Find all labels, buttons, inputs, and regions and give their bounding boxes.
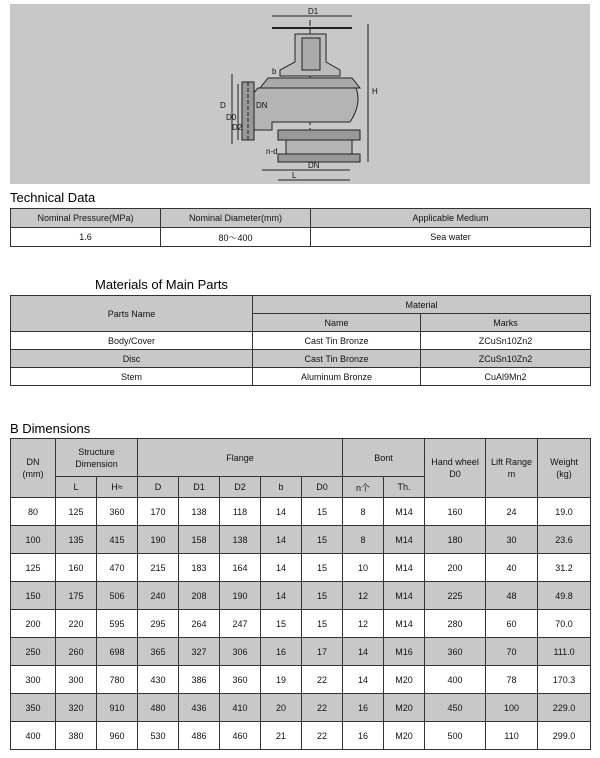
table-cell: 300 [56, 666, 97, 694]
header-dn [11, 439, 56, 498]
table-cell: 14 [261, 582, 302, 610]
table-cell: 49.8 [538, 582, 591, 610]
table-cell: 15 [302, 526, 343, 554]
table-cell: 183 [179, 554, 220, 582]
table-cell: Cast Tin Bronze [253, 350, 421, 368]
table-cell: 200 [425, 554, 486, 582]
table-cell: 506 [97, 582, 138, 610]
table-cell: 164 [220, 554, 261, 582]
table-cell: 8 [343, 526, 384, 554]
table-cell: 250 [11, 638, 56, 666]
table-cell: 118 [220, 498, 261, 526]
table-cell: 480 [138, 694, 179, 722]
table-cell: 215 [138, 554, 179, 582]
table-header-cell: Name [253, 314, 421, 332]
table-cell: Stem [11, 368, 253, 386]
label-d: D [220, 101, 226, 110]
table-cell: 14 [261, 554, 302, 582]
table-cell: 1.6 [11, 228, 161, 247]
header-structure: Structure Dimension [56, 439, 138, 477]
table-cell: 15 [261, 610, 302, 638]
table-cell: 175 [56, 582, 97, 610]
table-cell: 15 [302, 554, 343, 582]
table-cell: 299.0 [538, 722, 591, 750]
table-cell: 138 [220, 526, 261, 554]
table-cell: 208 [179, 582, 220, 610]
table-cell: 225 [425, 582, 486, 610]
table-row [11, 332, 591, 350]
table-header-cell: Nominal Pressure(MPa) [11, 209, 161, 228]
table-cell: 295 [138, 610, 179, 638]
table-cell: 30 [486, 526, 538, 554]
table-cell: 436 [179, 694, 220, 722]
table-cell: 698 [97, 638, 138, 666]
table-cell: 14 [261, 526, 302, 554]
table-row [11, 439, 591, 477]
table-row [11, 228, 591, 247]
table-cell: 15 [302, 498, 343, 526]
subheader-cell: D1 [179, 477, 220, 498]
valve-drawing [10, 4, 590, 184]
table-cell: CuAl9Mn2 [421, 368, 591, 386]
table-cell: 247 [220, 610, 261, 638]
label-b: b [272, 67, 277, 76]
subheader-cell: H≈ [97, 477, 138, 498]
table-cell: 8 [343, 498, 384, 526]
header-dn-label: DN (mm) [22, 457, 44, 479]
table-cell: 111.0 [538, 638, 591, 666]
table-row [11, 350, 591, 368]
table-cell: 16 [261, 638, 302, 666]
label-d1: D1 [308, 7, 319, 16]
table-cell: 400 [11, 722, 56, 750]
table-row [11, 666, 591, 694]
table-cell: M20 [384, 694, 425, 722]
label-nd: n-d [266, 147, 278, 156]
subheader-cell: b [261, 477, 302, 498]
dimensions-body [11, 498, 591, 750]
table-cell: 229.0 [538, 694, 591, 722]
table-cell: 170.3 [538, 666, 591, 694]
table-cell: M16 [384, 638, 425, 666]
table-cell: 410 [220, 694, 261, 722]
table-cell: 10 [343, 554, 384, 582]
valve-cross-section [10, 4, 590, 184]
table-cell: 360 [97, 498, 138, 526]
materials-table [10, 295, 591, 386]
table-cell: 220 [56, 610, 97, 638]
table-header-cell: Material [253, 296, 591, 314]
table-cell: 350 [11, 694, 56, 722]
table-cell: 16 [343, 694, 384, 722]
table-cell: 158 [179, 526, 220, 554]
table-cell: 190 [138, 526, 179, 554]
table-cell: 320 [56, 694, 97, 722]
label-h: H [372, 87, 378, 96]
table-cell: 23.6 [538, 526, 591, 554]
table-cell: Sea water [311, 228, 591, 247]
table-cell: 910 [97, 694, 138, 722]
table-cell: 180 [425, 526, 486, 554]
dimensions-title: B Dimensions [10, 421, 91, 436]
subheader-cell: L [56, 477, 97, 498]
table-cell: 31.2 [538, 554, 591, 582]
table-cell: 48 [486, 582, 538, 610]
table-cell: 595 [97, 610, 138, 638]
table-cell: 14 [343, 638, 384, 666]
table-cell: 70.0 [538, 610, 591, 638]
table-cell: 24 [486, 498, 538, 526]
table-cell: 125 [56, 498, 97, 526]
label-d0: D0 [226, 113, 237, 122]
materials-title: Materials of Main Parts [95, 277, 228, 292]
table-cell: 170 [138, 498, 179, 526]
table-cell: 125 [11, 554, 56, 582]
table-cell: 530 [138, 722, 179, 750]
table-cell: 450 [425, 694, 486, 722]
table-cell: 60 [486, 610, 538, 638]
table-cell: 360 [425, 638, 486, 666]
subheader-cell: D2 [220, 477, 261, 498]
table-cell: 135 [56, 526, 97, 554]
table-cell: 415 [97, 526, 138, 554]
header-handwheel-label: Hand wheel D0 [431, 457, 479, 479]
table-cell: 260 [56, 638, 97, 666]
table-cell: 15 [302, 610, 343, 638]
table-cell: 22 [302, 722, 343, 750]
label-l: L [292, 171, 297, 180]
table-cell: 19 [261, 666, 302, 694]
table-cell: 780 [97, 666, 138, 694]
table-cell: 19.0 [538, 498, 591, 526]
table-cell: 138 [179, 498, 220, 526]
table-cell: 100 [11, 526, 56, 554]
table-cell: 20 [261, 694, 302, 722]
table-cell: M14 [384, 498, 425, 526]
table-cell: 80～400 [161, 228, 311, 247]
table-cell: 460 [220, 722, 261, 750]
subheader-cell: D [138, 477, 179, 498]
table-cell: M14 [384, 554, 425, 582]
table-cell: 110 [486, 722, 538, 750]
table-cell: ZCuSn10Zn2 [421, 350, 591, 368]
table-cell: ZCuSn10Zn2 [421, 332, 591, 350]
header-weight [538, 439, 591, 498]
technical-data-title: Technical Data [10, 190, 96, 205]
table-cell: M14 [384, 610, 425, 638]
table-cell: 300 [11, 666, 56, 694]
table-cell: 160 [425, 498, 486, 526]
table-row [11, 694, 591, 722]
table-cell: 160 [56, 554, 97, 582]
header-handwheel [425, 439, 486, 498]
table-cell: 500 [425, 722, 486, 750]
table-cell: Aluminum Bronze [253, 368, 421, 386]
table-header-cell: Nominal Diameter(mm) [161, 209, 311, 228]
table-cell: 200 [11, 610, 56, 638]
header-weight-label: Weight (kg) [550, 457, 578, 479]
table-cell: 14 [343, 666, 384, 694]
table-cell: 70 [486, 638, 538, 666]
table-header-cell: Marks [421, 314, 591, 332]
table-cell: 100 [486, 694, 538, 722]
table-row [11, 610, 591, 638]
header-flange: Flange [138, 439, 343, 477]
table-cell: 430 [138, 666, 179, 694]
table-cell: 380 [56, 722, 97, 750]
table-row [11, 296, 591, 314]
technical-data-table [10, 208, 591, 247]
label-dn-bottom: DN [308, 161, 320, 170]
table-cell: M20 [384, 722, 425, 750]
table-cell: 240 [138, 582, 179, 610]
table-cell: Disc [11, 350, 253, 368]
table-cell: 17 [302, 638, 343, 666]
table-cell: 21 [261, 722, 302, 750]
table-cell: 22 [302, 694, 343, 722]
table-cell: 16 [343, 722, 384, 750]
table-cell: Cast Tin Bronze [253, 332, 421, 350]
table-row [11, 582, 591, 610]
table-cell: M14 [384, 582, 425, 610]
label-d2: D2 [232, 123, 243, 132]
table-header-cell: Parts Name [11, 296, 253, 332]
table-cell: 190 [220, 582, 261, 610]
table-row [11, 638, 591, 666]
dimensions-table [10, 438, 591, 750]
table-header-cell: Applicable Medium [311, 209, 591, 228]
table-cell: M20 [384, 666, 425, 694]
table-cell: 365 [138, 638, 179, 666]
table-cell: 400 [425, 666, 486, 694]
label-dn-left: DN [256, 101, 268, 110]
table-cell: 12 [343, 610, 384, 638]
table-cell: 360 [220, 666, 261, 694]
subheader-cell: Th. [384, 477, 425, 498]
table-cell: 470 [97, 554, 138, 582]
table-row [11, 209, 591, 228]
header-lift-label: Lift Range m [491, 457, 533, 479]
table-cell: 80 [11, 498, 56, 526]
header-lift [486, 439, 538, 498]
table-cell: 14 [261, 498, 302, 526]
table-cell: 264 [179, 610, 220, 638]
table-cell: 486 [179, 722, 220, 750]
table-row [11, 554, 591, 582]
table-row [11, 526, 591, 554]
table-cell: 280 [425, 610, 486, 638]
table-row [11, 498, 591, 526]
table-cell: 960 [97, 722, 138, 750]
table-cell: 327 [179, 638, 220, 666]
table-cell: 40 [486, 554, 538, 582]
header-bont: Bont [343, 439, 425, 477]
table-cell: 22 [302, 666, 343, 694]
subheader-cell: D0 [302, 477, 343, 498]
table-cell: M14 [384, 526, 425, 554]
table-row [11, 722, 591, 750]
table-row [11, 368, 591, 386]
table-cell: 78 [486, 666, 538, 694]
table-cell: 150 [11, 582, 56, 610]
table-cell: 386 [179, 666, 220, 694]
table-cell: 15 [302, 582, 343, 610]
table-cell: 12 [343, 582, 384, 610]
table-cell: 306 [220, 638, 261, 666]
subheader-cell: n个 [343, 477, 384, 498]
table-cell: Body/Cover [11, 332, 253, 350]
